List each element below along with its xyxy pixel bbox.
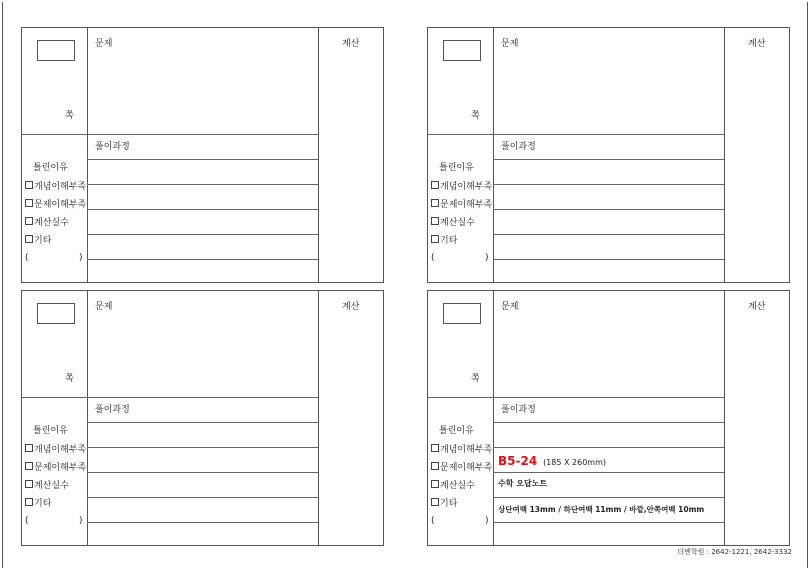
process-line: [87, 234, 318, 235]
page-number-box[interactable]: [37, 40, 75, 61]
process-label: 풀이과정: [501, 405, 536, 415]
process-line: [493, 497, 724, 498]
process-line: [87, 447, 318, 448]
option-other[interactable]: 기타: [431, 498, 457, 510]
page-label: 쪽: [65, 374, 74, 384]
section-divider: [428, 134, 724, 135]
section-divider: [22, 397, 318, 398]
calc-label: 계산: [342, 302, 360, 312]
left-divider: [493, 291, 494, 545]
left-divider: [87, 291, 88, 545]
section-divider: [22, 134, 318, 135]
option-calc[interactable]: 계산실수: [431, 217, 475, 229]
process-line: [493, 259, 724, 260]
process-line: [87, 522, 318, 523]
checkbox[interactable]: [431, 181, 439, 189]
left-divider: [493, 28, 494, 282]
option-concept[interactable]: 개념이해부족: [25, 181, 86, 193]
footer-contact: 더벤학원 : 2642-1221, 2642-3332: [677, 548, 792, 556]
calc-divider: [724, 28, 725, 282]
product-name: 수학 오답노트: [498, 479, 548, 488]
wrong-reason-label: 틀린이유: [439, 426, 474, 436]
wrong-reason-label: 틀린이유: [33, 426, 68, 436]
wrong-answer-card: [427, 290, 790, 546]
page-label: 쪽: [471, 111, 480, 121]
checkbox[interactable]: [431, 480, 439, 488]
process-line: [493, 159, 724, 160]
problem-label: 문제: [95, 39, 113, 49]
wrong-reason-label: 틀린이유: [439, 163, 474, 173]
page-label: 쪽: [65, 111, 74, 121]
option-problem[interactable]: 문제이해부족: [431, 199, 492, 211]
option-other[interactable]: 기타: [431, 235, 457, 247]
process-line: [493, 209, 724, 210]
checkbox[interactable]: [25, 181, 33, 189]
other-paren-open: (: [431, 253, 435, 263]
checkbox[interactable]: [25, 462, 33, 470]
product-size: (185 X 260mm): [543, 458, 606, 467]
calc-label: 계산: [748, 302, 766, 312]
other-paren-close: ): [485, 253, 489, 263]
other-paren-close: ): [79, 516, 83, 526]
option-other[interactable]: 기타: [25, 235, 51, 247]
process-label: 풀이과정: [95, 405, 130, 415]
calc-label: 계산: [342, 39, 360, 49]
wrong-answer-card: [427, 27, 790, 283]
product-code: B5-24: [498, 454, 538, 468]
other-paren-close: ): [485, 516, 489, 526]
calc-divider: [724, 291, 725, 545]
other-paren-close: ): [79, 253, 83, 263]
process-line: [493, 184, 724, 185]
checkbox[interactable]: [431, 217, 439, 225]
product-info: [498, 454, 606, 470]
checkbox[interactable]: [25, 199, 33, 207]
problem-label: 문제: [95, 302, 113, 312]
option-problem[interactable]: 문제이해부족: [25, 199, 86, 211]
process-label: 풀이과정: [95, 142, 130, 152]
checkbox[interactable]: [25, 444, 33, 452]
page-number-box[interactable]: [443, 40, 481, 61]
process-line: [493, 422, 724, 423]
checkbox[interactable]: [25, 217, 33, 225]
option-calc[interactable]: 계산실수: [25, 480, 69, 492]
calc-label: 계산: [748, 39, 766, 49]
process-line: [493, 522, 724, 523]
page-label: 쪽: [471, 374, 480, 384]
wrong-reason-label: 틀린이유: [33, 163, 68, 173]
option-problem[interactable]: 문제이해부족: [25, 462, 86, 474]
process-line: [87, 184, 318, 185]
other-paren-open: (: [25, 516, 29, 526]
option-concept[interactable]: 개념이해부족: [431, 181, 492, 193]
option-calc[interactable]: 계산실수: [431, 480, 475, 492]
process-line: [87, 422, 318, 423]
process-line: [87, 209, 318, 210]
problem-label: 문제: [501, 302, 519, 312]
option-calc[interactable]: 계산실수: [25, 217, 69, 229]
wrong-answer-card: [21, 290, 384, 546]
page-number-box[interactable]: [443, 303, 481, 324]
process-label: 풀이과정: [501, 142, 536, 152]
other-paren-open: (: [431, 516, 435, 526]
checkbox[interactable]: [25, 235, 33, 243]
section-divider: [428, 397, 724, 398]
other-paren-open: (: [25, 253, 29, 263]
option-concept[interactable]: 개념이해부족: [25, 444, 86, 456]
problem-label: 문제: [501, 39, 519, 49]
process-line: [87, 497, 318, 498]
checkbox[interactable]: [431, 235, 439, 243]
option-concept[interactable]: 개념이해부족: [431, 444, 492, 456]
option-other[interactable]: 기타: [25, 498, 51, 510]
process-line: [87, 259, 318, 260]
checkbox[interactable]: [431, 444, 439, 452]
checkbox[interactable]: [431, 498, 439, 506]
calc-divider: [318, 291, 319, 545]
calc-divider: [318, 28, 319, 282]
left-divider: [87, 28, 88, 282]
process-line: [87, 472, 318, 473]
checkbox[interactable]: [25, 498, 33, 506]
product-margins: 상단여백 13mm / 하단여백 11mm / 바깥,안쪽여백 10mm: [498, 505, 705, 514]
wrong-answer-card: [21, 27, 384, 283]
page-number-box[interactable]: [37, 303, 75, 324]
process-line: [87, 159, 318, 160]
process-line: [493, 472, 724, 473]
checkbox[interactable]: [25, 480, 33, 488]
checkbox[interactable]: [431, 462, 439, 470]
process-line: [493, 447, 724, 448]
option-problem[interactable]: 문제이해부족: [431, 462, 492, 474]
process-line: [493, 234, 724, 235]
checkbox[interactable]: [431, 199, 439, 207]
